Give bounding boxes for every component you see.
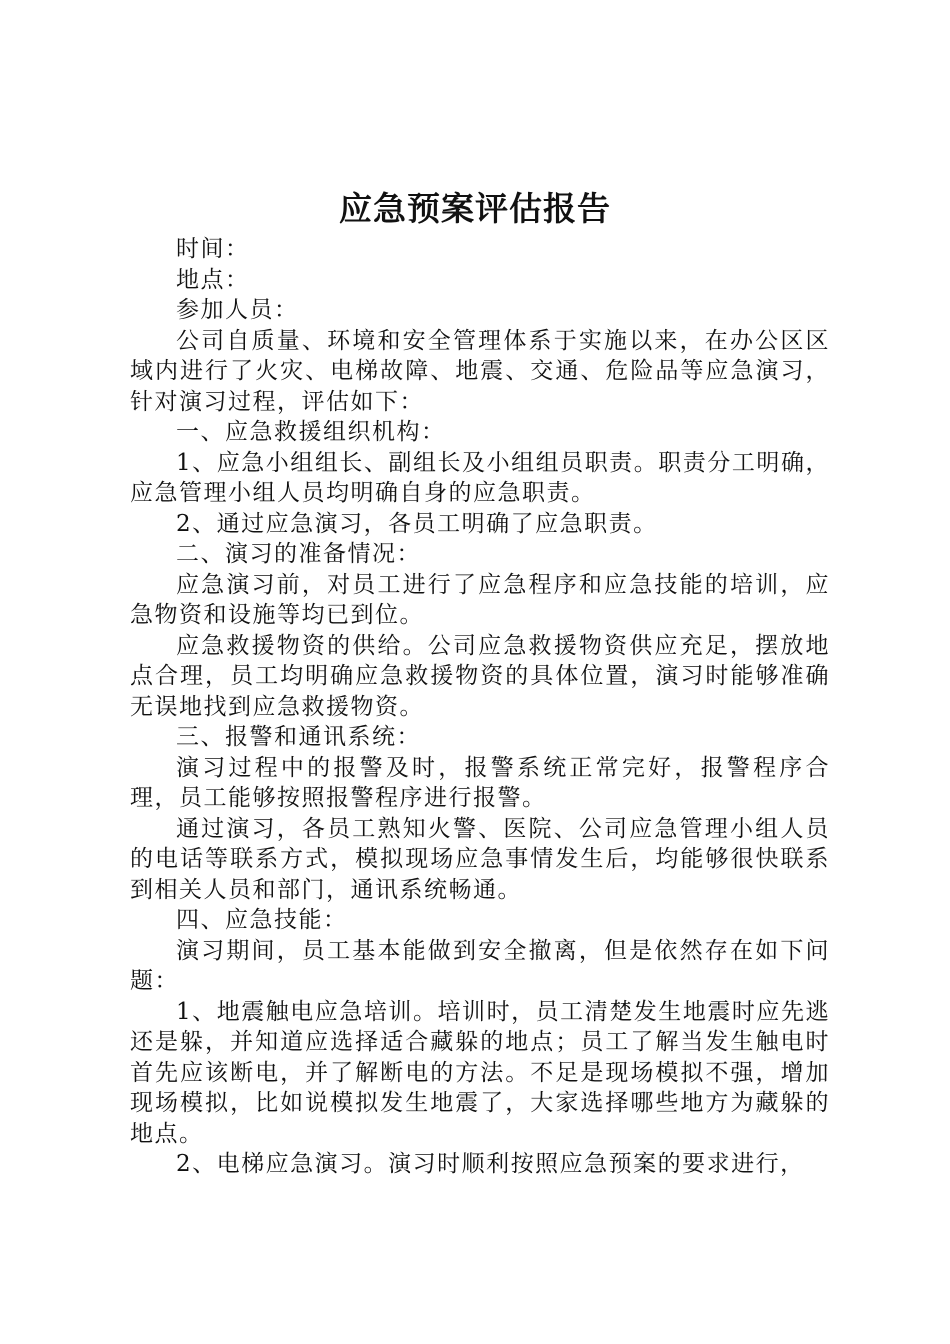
document-body (130, 234, 830, 1180)
paragraph: 2、通过应急演习，各员工明确了应急职责。 (176, 510, 658, 537)
paragraph: 地点： (176, 266, 250, 293)
paragraph: 2、电梯应急演习。演习时顺利按照应急预案的要求进行， (176, 1151, 805, 1177)
paragraph: 公司自质量、环境和安全管理体系于实施以来，在办公区区域内进行了火灾、电梯故障、地震、交通、危险品等应急演习，针对演习过程，评估如下： (130, 327, 830, 415)
paragraph: 通过演习，各员工熟知火警、医院、公司应急管理小组人员的电话等联系方式，模拟现场应急事情发生后，均能够很快联系到相关人员和部门，通讯系统畅通。 (130, 815, 830, 903)
section-heading: 四、应急技能： (176, 907, 348, 933)
paragraph: 时间： (176, 236, 250, 262)
paragraph: 应急救援物资的供给。公司应急救援物资供应充足，摆放地点合理，员工均明确应急救援物资的具体位置，演习时能够准确无误地找到应急救援物资。 (130, 632, 830, 720)
document-title: 应急预案评估报告 (339, 189, 611, 228)
paragraph: 1、应急小组组长、副组长及小组组员职责。职责分工明确，应急管理小组人员均明确自身的应急职责。 (130, 449, 830, 506)
paragraph: 应急演习前，对员工进行了应急程序和应急技能的培训，应急物资和设施等均已到位。 (130, 571, 830, 628)
paragraph: 演习过程中的报警及时，报警系统正常完好，报警程序合理，员工能够按照报警程序进行报警。 (130, 754, 830, 811)
paragraph: 参加人员： (176, 297, 299, 323)
paragraph: 1、地震触电应急培训。培训时，员工清楚发生地震时应先逃还是躲，并知道应选择适合藏躲的地点；员工了解当发生触电时首先应该断电，并了解断电的方法。不足是现场模拟不强，增加现场模拟，比如说模拟发生地震了，大家选择哪些地方为藏躲的地点。 (130, 998, 830, 1147)
section-heading: 一、应急救援组织机构： (176, 419, 446, 445)
section-heading: 三、报警和通讯系统： (176, 724, 421, 750)
paragraph: 演习期间，员工基本能做到安全撤离，但是依然存在如下问题： (130, 937, 830, 994)
section-heading: 二、演习的准备情况： (176, 541, 421, 567)
